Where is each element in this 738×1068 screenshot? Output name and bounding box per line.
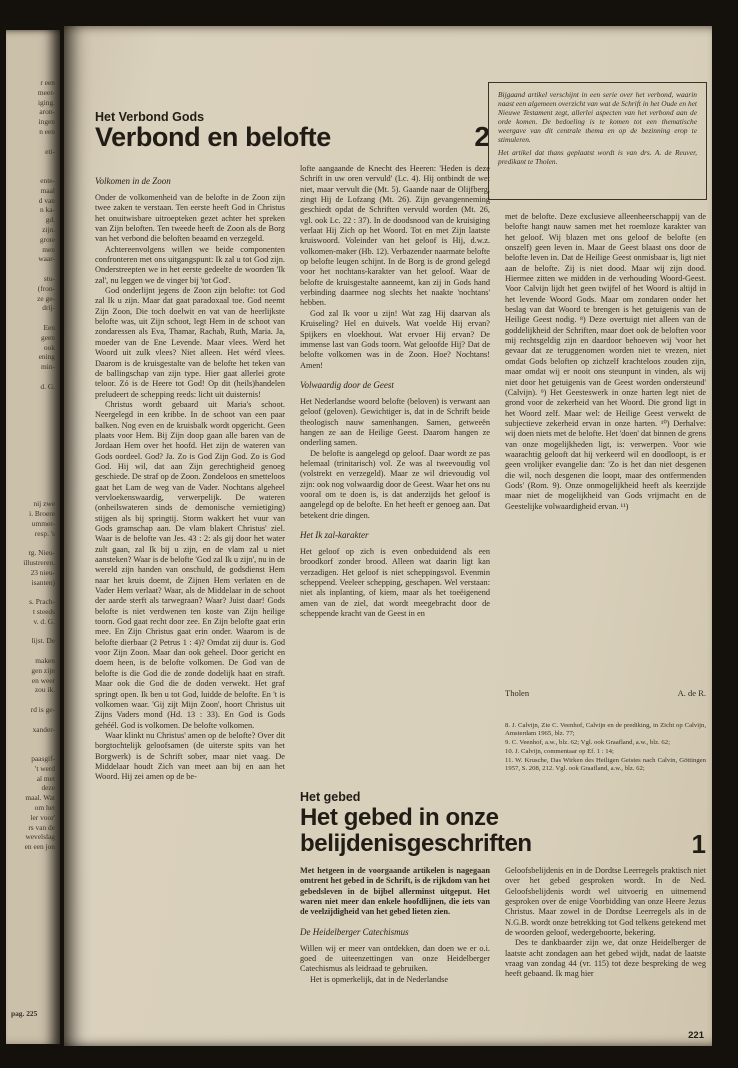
left-page-fragment: n ka-	[40, 205, 55, 215]
left-page-fragment: maal	[40, 185, 55, 195]
subhead-heidelberger-catechismus: De Heidelberger Catechismus	[300, 926, 409, 937]
left-page-fragment: illustreren.	[23, 558, 55, 568]
left-page-fragment	[6, 744, 60, 754]
left-page-fragment: grote	[39, 234, 55, 244]
left-page-fragment	[6, 401, 60, 411]
left-page-fragment: resp. 's	[34, 528, 55, 538]
left-page-fragment	[6, 313, 60, 323]
subhead-volwaardig-door-de-geest: Volwaardig door de Geest	[300, 379, 394, 390]
left-page-fragment	[6, 264, 60, 274]
article-paragraph: De belofte is aangelegd op geloof. Daar wordt ze pas helemaal (trinitarisch) vol. Ze was al tweevoudig vol (volstrekt en verzegeld). Maar ze wil drievoudig vol zijn: ook nog volwaardig door de Geest. Waar het ons nu vooral om te doen is, is dat anderzijds het geloof is aangelegd op de belofte. En het heeft er genoeg aan. Dat betekent drie dingen.	[300, 448, 490, 520]
article-paragraph: Geloofsbelijdenis en in de Dordtse Leerregels praktisch niet over het gebed gesproken wordt. In de Ned. Geloofsbelijdenis wordt wel uitvoerig en uitnemend gesproken over de enige Voorbidding van onze Heere Jezus Christus. Maar zowel in de Dordtse Leerregels als in de N.G.B. wordt onze betrekking tot God telkens getekend met de woorden geloof, wedergeboorte, bekering.	[505, 866, 706, 938]
article-paragraph: Het geloof op zich is even onbeduidend als een broodkorf zonder brood. Alleen wat daarin ligt kan verzadigen. Het geloof is niet scheppingsvol. Evenmin scheppend. Veeleer schepping, geschapen. Wel verstaan: niet als inplanting, of kiem, maar als het toeëigenend amen van de ziel, dat wordt meegebracht door de scheppende kracht van de Geest in en	[300, 547, 490, 619]
article-lead-paragraph: Met hetgeen in de voorgaande artikelen is nagegaan omtrent het gebed in de Schrift, is de rijkdom van het gebedsleven in de bijbel allerminst uitgeput. Het waren niet meer dan enkele hoofdlijnen, die iets van de veelzijdigheid van het gebed lieten zien.	[300, 866, 490, 917]
left-page-fragment: al met	[36, 773, 55, 783]
left-page-fragment: drij-	[42, 303, 55, 313]
left-page-fragment: min-	[41, 362, 55, 372]
left-page-fragment: 't werd	[34, 763, 55, 773]
left-page-fragment: n een	[39, 126, 55, 136]
left-page-fragment: rg. Nieu-	[28, 548, 55, 558]
left-page-fragment: ummer-	[31, 518, 55, 528]
left-page-fragment	[6, 431, 60, 441]
article-paragraph: lofte aangaande de Knecht des Heeren: 'Heden is deze Schrift in uw oren vervuld' (Lc. 4). Hij ontbindt de wet niet, maar vervult die (Mt. 5). Gaande naar de Olijfberg, zingt Hij de Lofzang (Mt. 26). Zijn gevangenneming geschiedt opdat de Schriften vervuld worden (Mt. 26, vgl. ook Lc. 22 : 37). In de doodsnood van de kruisiging verlaat Hij Zich op het Woord. Tot en met Zijn laatste kruiswoord. Voleinder van het geloof is Hij, d.w.z. volkomen-maker (Hb. 12). Verbazender naarmate belofte op belofte leugen schijnt. In de Borg is de grond gelegd voor het nochtans-karakter van het geloof. Waar de belofte de kruisgestalte aanneemt, kan zij in Gods hand verbinding daarmee nog slechts het naakte 'nochtans' hebben.	[300, 164, 490, 308]
article-paragraph: met de belofte. Deze exclusieve alleenheerschappij van de belofte hangt nauw samen met het roemloze karakter van het geloof. Wij blazen met ons geloof de belofte (en onszelf) geen leven in. Maar de Geest blaast ons door de belofte leven in. Dat de Heilige Geest onmisbaar is, ligt niet aan de belofte. Zij is niet dood. Maar wij zijn dood. Hiermee zitten we midden in de verhouding Woord-Geest. Voor Calvijn lijdt het geen twijfel of het Woord is altijd in het levende Woord Gods. Maar om zondaren onder het beslag van dat Woord te brengen is het getuigenis van de Heilige Geest nodig. ⁸) Deze overtuigt niet alleen van de goddelijkheid der Schriften, maar doet ook de beloften voor mij rechtsgeldig zijn en daardoor behoeven wij 'voor het gevaar dat ze teruggenomen worden niet te vrezen, niet omdat Gods beloften op zichzelf krachteloos zouden zijn, maar omdat wij er nooit ons steunpunt in vinden, als wij niet door het getuigenis van de Geest worden ondersteund' (Calvijn). ⁹) Het Geesteswerk in onze harten legt niet de grond voor de zekerheid van het Woord. Die grond ligt in het Woord zelf. Maar wel: de Heilige Geest verwekt de subjectieve zekerheid ervan in onze harten. ¹⁰) Derhalve: wij doen niets met de belofte. Het 'doen' dat binnen de grens van onze mogelijkheden ligt, is: verwerpen. Voor wie waarachtig gelooft dat hij verkeerd wil en doodloopt, is er geen vrolijker evangelie dan: 'Zo is het dan niet desgenen die wil, noch desgenen die loopt, maar des ontfermenden Gods' (Rom. 9). Onze onmogelijkheid heeft als keerzijde maar niet de mogelijkheid van Gods vrijmacht en de Geestelijke volwaardigheid ervan. ¹¹)	[505, 212, 706, 511]
left-page-fragment: aron-	[39, 107, 55, 117]
left-page-fragment: d. G.	[40, 381, 55, 391]
left-page-fragment	[6, 392, 60, 402]
left-page-fragment: meer-	[37, 87, 55, 97]
left-page-fragment	[6, 695, 60, 705]
article2-kicker: Het gebed	[300, 790, 361, 804]
article1-col2-body-section3	[300, 547, 490, 619]
signoff-author: A. de R.	[677, 688, 706, 698]
left-page-fragment	[6, 627, 60, 637]
left-page-fragment: eti-	[45, 146, 55, 156]
left-page-fragment: wevelslag	[25, 832, 55, 842]
article2	[300, 790, 706, 1020]
left-page-fragment: men	[42, 244, 55, 254]
left-page-fragment: lijst. De	[31, 636, 55, 646]
left-page-fragment: waar-	[38, 254, 55, 264]
info-box-paragraph: Het artikel dat thans geplaatst wordt is van drs. A. de Reuver, predikant te Tholen.	[498, 147, 697, 166]
left-page-text-fragments	[6, 30, 60, 852]
article1-part-number: 2	[474, 121, 490, 152]
article-paragraph: God onderlijnt jegens de Zoon zijn belofte: tot God zal Ik u zijn. Maar dat gaat paradoxaal toe. God neemt Zijn Zoon, Die toch doelwit en vat van de heerlijkste belofte was, uit Zijn schoot, legt Hem in de schoot van zondaressen als Eva, Thamar, Rachab, Ruth, Maria. Ja, moeder van de Ene Levende. Maar vlees. Werd het Woord uit zulk vlees? Niet alleen. Het wérd vlees. Daarom is de kruisgestalte van de belofte het teken van de ballingschap van zijn type. Hier gaat allerlei grote teloor. Zó is de Heere tot God! Op dit (heils)handelen preludeert de schepping reeds: licht uit duisternis!	[95, 286, 285, 399]
left-page-fragment: ening	[38, 352, 55, 362]
left-page-fragment	[6, 715, 60, 725]
article2-part-number: 1	[691, 829, 706, 859]
footnote: 10. J. Calvijn, commentaar op Ef. 1 : 14;	[505, 748, 614, 756]
article1-title: Verbond en belofte	[95, 122, 331, 152]
left-page-number: pag. 225	[11, 1009, 38, 1018]
article-paragraph: Het Nederlandse woord belofte (beloven) is verwant aan geloof (geloven). Gewichtiger is, dat in de Schrift beide theologisch nauw samenhangen. Samen, getweeën hangen ze aan de Heilige Geest. Daarom hangen ze onderling samen.	[300, 396, 490, 448]
article-paragraph: Christus wordt gebaard uit Maria's schoot. Neergelegd in een kribbe. In de schoot van een paar balken. Nog even en de kruisbalk wordt opgericht. Geen plaats voor Hem. Bij Zijn doop gaan alle baren van de Jordaan Hem over het hoofd. Het zijn de wateren van Gods oordeel. God? Ja. Zo is God Zijn God. Zo is God God. Hij wil, dat aan Zijn gerechtigheid genoeg geschiede. De straf op de Zoon. Zondeloos en smetteloos gaat het Lam de weg van de Vader. Nochtans algeheel vervloekenswaardig, verwerpelijk. De wateren (onheilswateren sinds de demonische vernietiging) stijgen als bij springtij. Storm wakkert het vuur van Gods gramschap aan. De vlam blakert Christus' ziel. Waar is de belofte van Jes. 43 : 2: als gij door het water zult gaan, zal Ik bij u zijn, en de vlam zal u niet aansteken? Waar is de belofte 'God zal Ik u zijn', nu in de wereld zijn handen van onschuld, de godsdienst Hem naar het kruis doemt, de Zijnen Hem verlaten en de Vader Hem verlaat? Waar, als de Middelaar in de schoot der aarde sterft als tarwegraan? Waar? Juist daar! Gods belofte is niet verdwenen ten koste van Zijn heilige toorn. God gaat recht door zee. En Zijn belofte gaat erin mee. En Zijn Christus gaat erin onder. Waarom is de belofte dierbaar (2 Petrus 1 : 4)? Omdat zij duur is. God voor Zijn Zoon. Maar dan ook geheel. Door gericht en doem heen, is de belofte volkomen. De God van de belofte is die God die de zonde dodelijk haat en straft. Maar ook die God die de doden verwekt. Het graf springt open. Ik ben u tot God, luidde de belofte. En 't is volkomen waar. 'Gij zijt Mijn Zoon', hoort Christus uit Zijns Vaders mond (Hd. 13 : 33). En God is Gods gehéél. God is volkomen. De belofte volkomen.	[95, 399, 285, 730]
article-paragraph: Des te dankbaarder zijn we, dat onze Heidelberger de laatste acht zondagen aan het gebed wijdt, nadat de laatste vraag van zondag 44 (vr. 115) tot deze bespreking de weg heeft gebaand. Ik mag hier	[505, 938, 706, 979]
left-page-fragment: deze	[41, 783, 55, 793]
left-page-fragment: zou ik.	[34, 685, 55, 695]
left-page-fragment	[6, 646, 60, 656]
article2-col1-body	[300, 944, 490, 985]
article2-column-2	[505, 866, 706, 1020]
left-page-fragment: paasgif-	[31, 753, 55, 763]
left-page-fragment: geen	[41, 332, 55, 342]
subhead-het-ik-zal-karakter: Het Ik zal-karakter	[300, 530, 369, 540]
left-page-fragment: t steeds	[33, 607, 55, 617]
left-page-fragment: i. Broere	[29, 509, 55, 519]
article1-column-3	[505, 212, 706, 682]
left-page-fragment	[6, 489, 60, 499]
article-paragraph: Het is opmerkelijk, dat in de Nederlandse	[310, 974, 449, 984]
left-page-fragment	[6, 421, 60, 431]
left-page-fragment: en een jon	[24, 842, 55, 852]
signoff-place: Tholen	[505, 688, 530, 698]
left-page-fragment: gen zijn	[31, 665, 55, 675]
article1-signoff	[505, 688, 706, 698]
article2-lead	[300, 866, 490, 918]
left-page-fragment	[6, 470, 60, 480]
left-page-fragment	[6, 538, 60, 548]
article1-column-2	[300, 164, 490, 792]
left-page-fragment	[6, 450, 60, 460]
article1-kicker: Het Verbond Gods	[95, 110, 205, 124]
left-page-fragment: v. d. G.	[33, 616, 55, 626]
left-page-fragment	[6, 460, 60, 470]
left-page-fragment	[6, 587, 60, 597]
page-number: 221	[688, 1030, 704, 1041]
info-box-paragraph: Bijgaand artikel verschijnt in een serie over het verbond, waarin naast een algemeen overzicht van wat de Schrift in het Oude en het Nieuwe Testament zegt, allerlei aspecten van het verbond aan de orde komen. De bedoeling is te komen tot een thematische weergave van dit centrale thema en op de bezinning erop te stimuleren.	[498, 90, 697, 145]
left-page-fragment: om het	[34, 802, 55, 812]
magazine-page	[64, 26, 712, 1046]
left-page-fragment: ingen	[38, 117, 55, 127]
left-page-fragment	[6, 166, 60, 176]
subhead-volkomen-in-de-zoon: Volkomen in de Zoon	[95, 176, 171, 186]
article1-col3-body	[505, 212, 706, 512]
article2-column-1	[300, 866, 490, 1020]
left-page-fragment: isanten)	[31, 577, 55, 587]
article2-title: Het gebed in onze belijdenisgeschriften	[300, 804, 532, 857]
left-page-fragment: ente-	[40, 175, 55, 185]
left-page-fragment	[6, 411, 60, 421]
left-page-fragment	[6, 480, 60, 490]
left-page-fragment: s. Prach-	[29, 597, 55, 607]
left-page-fragment	[6, 156, 60, 166]
left-page-fragment	[6, 372, 60, 382]
footnote: 9. C. Veenhof, a.w., blz. 62; Vgl. ook Graafland, a.w., blz. 62;	[505, 739, 670, 747]
article2-columns	[300, 866, 706, 1020]
article1-column-1	[95, 176, 285, 1038]
left-page-fragment: maken	[35, 656, 55, 666]
article-paragraph: Waar klinkt nu Christus' amen op de belofte? Over dit borgtochtelijk geloofsamen (de uiterste spits van het Borgwerk) is de Schrift sober, maar niet vaag. De Middelaar houdt Zich van meet aan bij en aan het Woord. Hij zei amen op de be-	[95, 730, 285, 782]
article1-col1-body	[95, 193, 285, 783]
left-page-fragment: iging.	[37, 97, 55, 107]
left-page-fragment	[6, 440, 60, 450]
left-page-fragment: stu-	[43, 273, 55, 283]
left-page-fragment: r een	[40, 78, 55, 87]
article-paragraph: Willen wij er meer van ontdekken, dan doen we er o.i. goed de uiteenzettingen van onze Heidelberger Catechismus als leidraad te gebruiken.	[300, 943, 490, 974]
left-page-fragment: 23 nieu-	[30, 567, 55, 577]
article-paragraph: God zal Ik voor u zijn! Wat zag Hij daarvan als Kruiseling? Hel en duivels. Wat voelde Hij ervan? Spijkers en vloekhout. Wat ervoer Hij ervan? De immense last van Gods toorn. Wat geloofde Hij? Dat de belofte volkomen was in de Zoon. Hoe? Nochtans! Amen!	[300, 308, 490, 370]
article-paragraph: Onder de volkomenheid van de belofte in de Zoon zijn twee zaken te verstaan. Ten eerste heeft God in Christus het onuitwisbare uitroepteken gezet achter het spreken van Zijn beloften. Ten tweede heeft de Zoon als de Borg van het verbond die beloften beaamd en verzegeld.	[95, 193, 285, 244]
left-page-fragment: gd.	[45, 215, 55, 225]
left-page-fragment: en weer	[31, 675, 55, 685]
left-page-fragment: nij zwe	[33, 499, 55, 509]
left-page-fragment: maal. Wat	[25, 793, 55, 803]
article1-title-row	[95, 122, 490, 152]
article2-title-row	[300, 805, 706, 857]
article1-col2-body-section2	[300, 397, 490, 521]
left-page-fragment: (fron-	[37, 283, 55, 293]
series-info-box	[488, 82, 707, 200]
left-page-fragment: ook	[43, 342, 55, 352]
left-page-fragment: ze ge-	[37, 293, 55, 303]
left-page-fragment: ler voor'	[30, 812, 55, 822]
left-page-edge	[6, 30, 60, 1044]
left-page-fragment: rs van de	[28, 822, 55, 832]
article1-col2-body-top	[300, 164, 490, 371]
left-page-fragment: Een	[43, 322, 55, 332]
left-page-fragment: xander-	[32, 724, 55, 734]
article-paragraph: Achtereenvolgens willen we beide componenten confronteren met ons uitgangspunt: Ik zal u tot God zijn. Onderstreepten we in het eerste gedeelte de woorden 'Ik zal', nu leggen we de vinger bij 'tot God'.	[95, 244, 285, 285]
left-page-fragment: rd is ge-	[30, 705, 55, 714]
article2-col2-body	[505, 866, 706, 980]
left-page-fragment: zijn.	[42, 224, 55, 234]
left-page-fragment: d van	[38, 195, 55, 205]
footnote: 8. J. Calvijn, Zie C. Veenhof, Calvijn en de prediking, in Zicht op Calvijn, Amsterdam 1965, blz. 77;	[505, 722, 706, 738]
left-page-fragment	[6, 137, 60, 147]
left-page-fragment	[6, 734, 60, 744]
footnote: 11. W. Krusche, Das Wirken des Heiligen Geistes nach Calvin, Göttingen 1957, S. 208, 212. Vgl. ook Graafland, a.w., blz. 62;	[505, 757, 706, 773]
